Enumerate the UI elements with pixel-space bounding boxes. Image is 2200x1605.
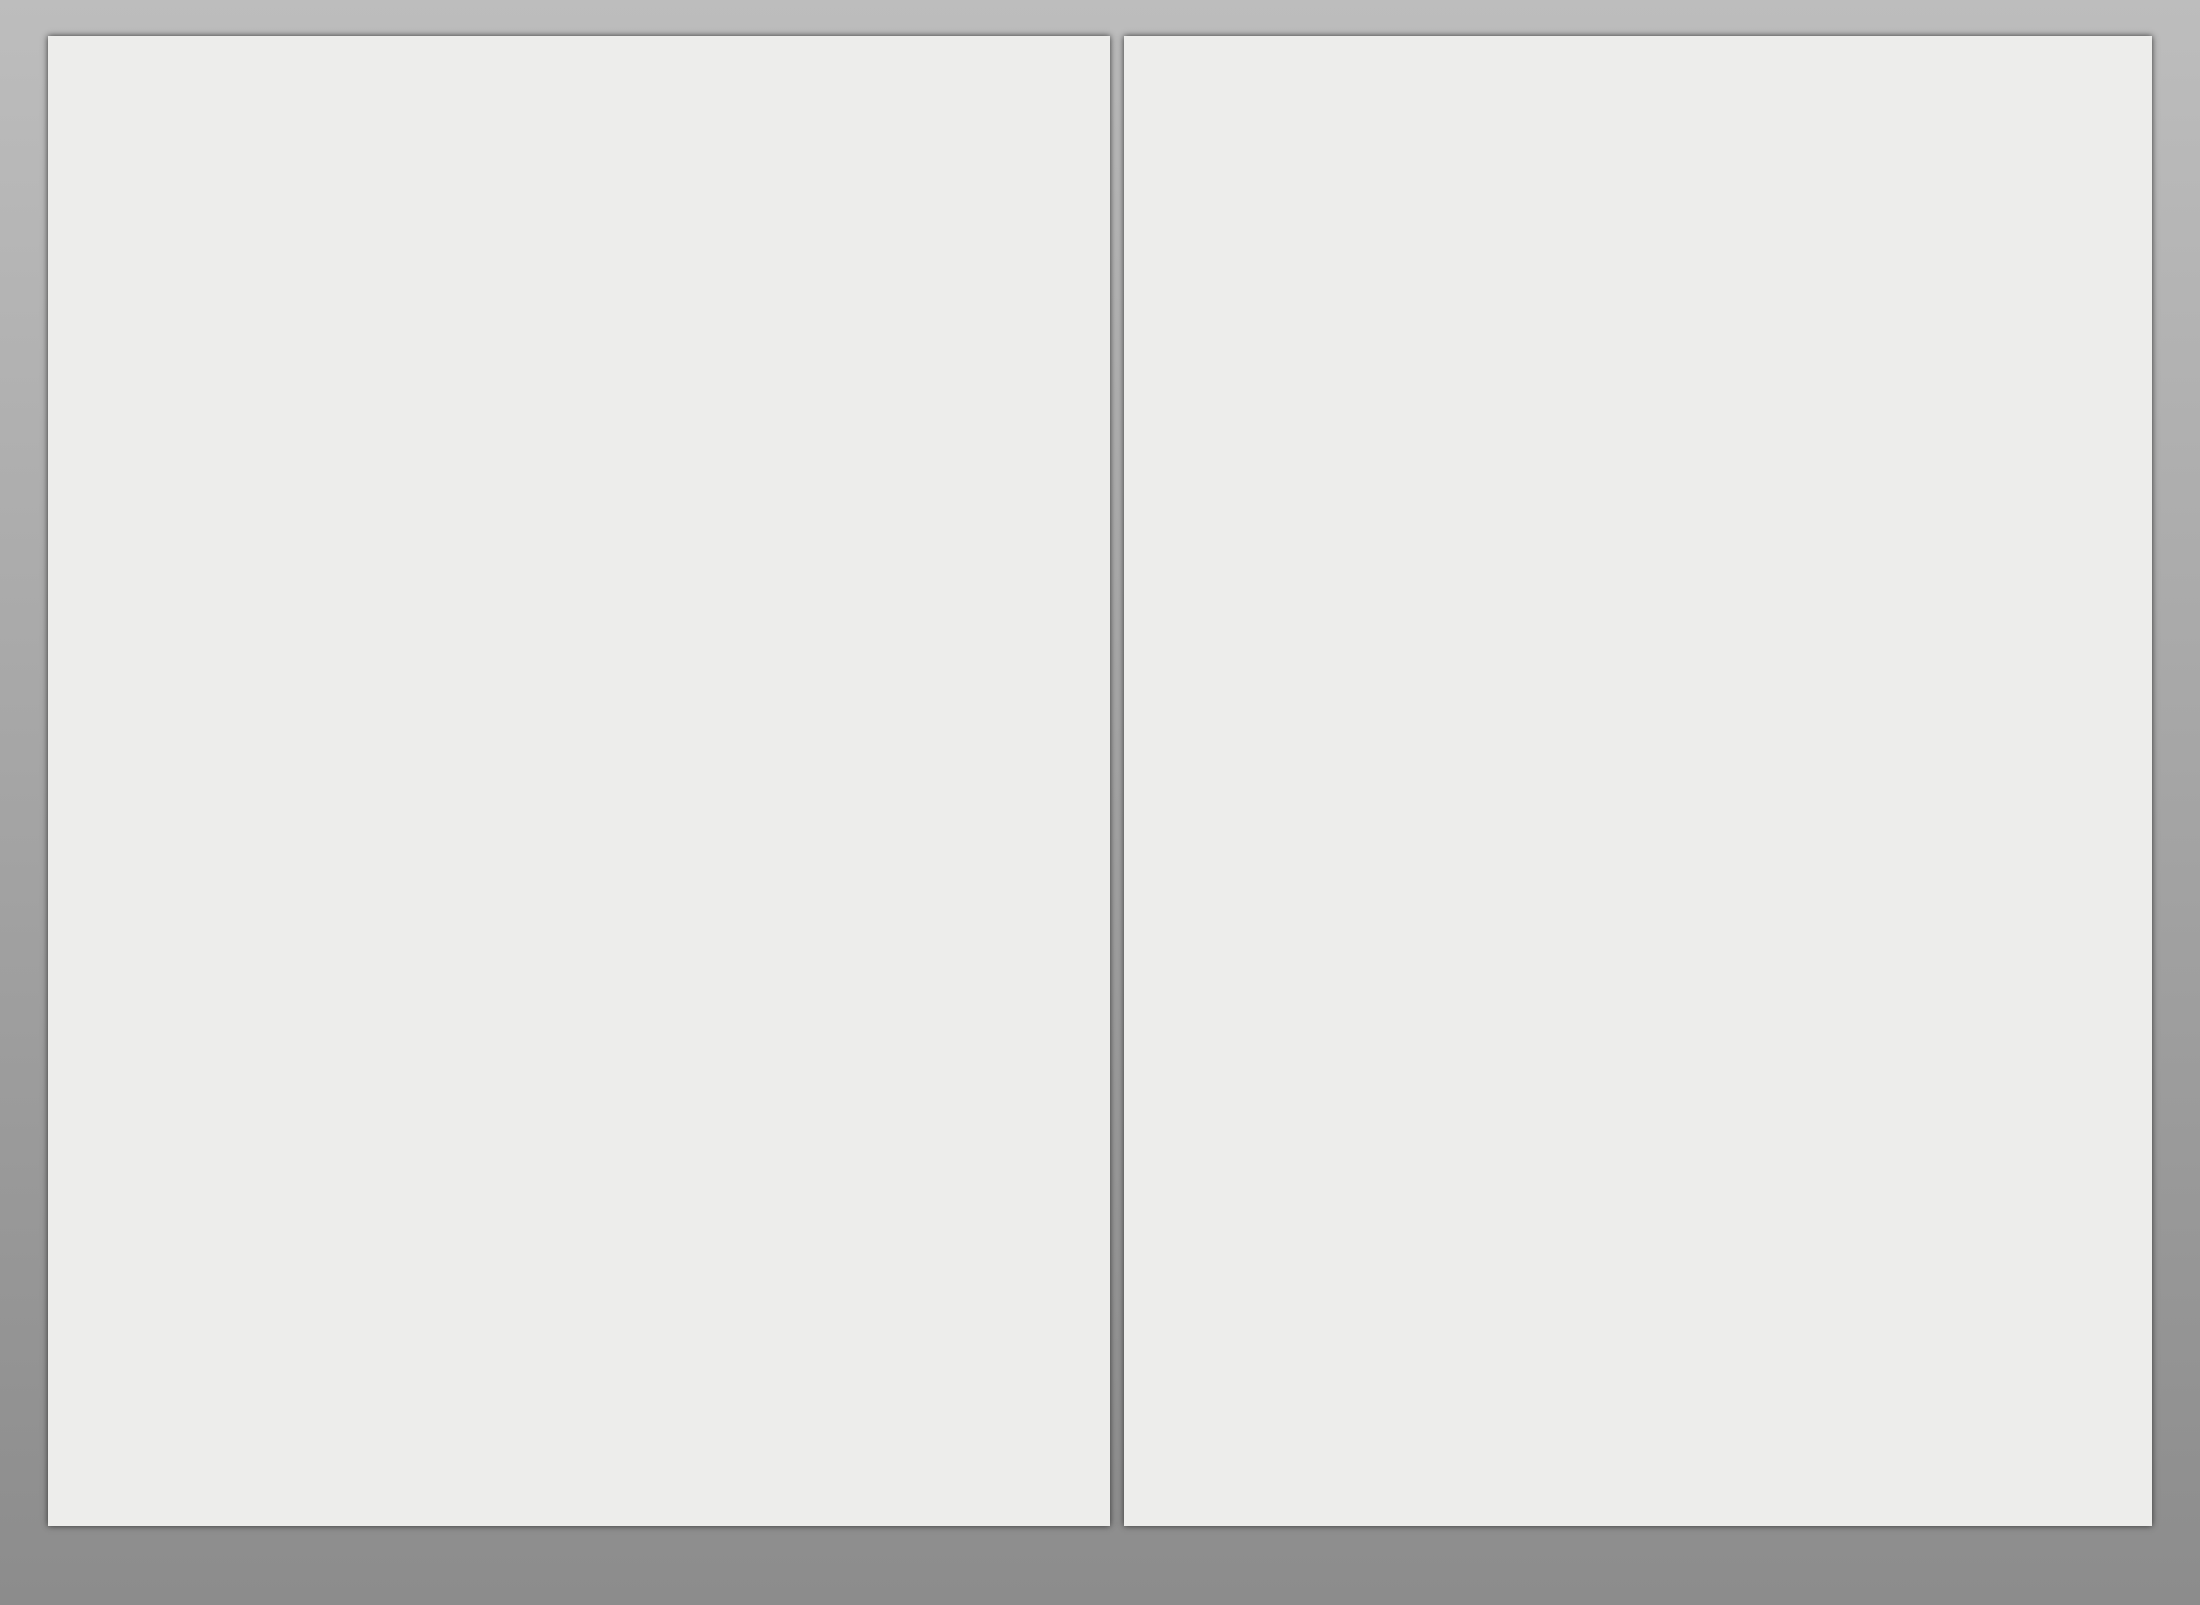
right-register-grid (1124, 36, 2152, 1526)
right-page (1124, 36, 2152, 1526)
left-register-grid (48, 36, 1110, 1526)
left-page (48, 36, 1110, 1526)
